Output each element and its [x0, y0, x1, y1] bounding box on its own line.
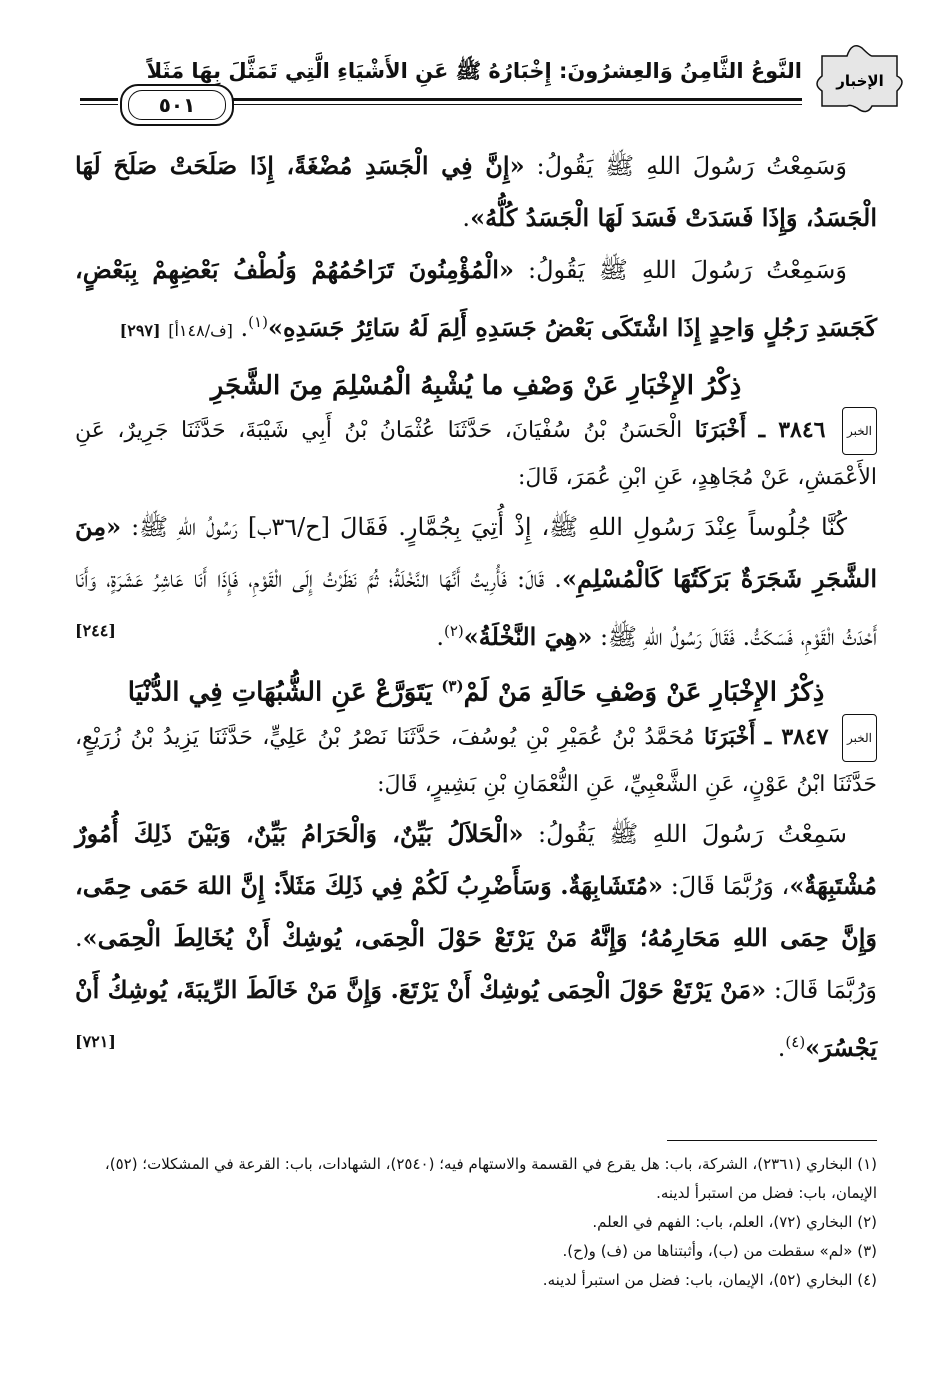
page-number: ٥٠١ [128, 90, 226, 120]
hadith-3847-text [75, 808, 877, 1074]
cross-ref-244: [٢٤٤] [75, 621, 116, 640]
p1-end: . [462, 204, 471, 232]
footnote-3: (٣) «لم» سقطت من (ب)، وأثبتناها من (ف) و(ح). [562, 1242, 877, 1260]
hadith-3846-isnad [75, 407, 877, 501]
header-rule [220, 98, 802, 101]
footnote-marker-2: (٢) [444, 622, 464, 640]
footnote-rule [667, 1140, 877, 1141]
footnote-marker-1: (١) [248, 313, 268, 331]
isnad-text: الْحَسَنُ بْنُ سُفْيَانَ، حَدَّثَنَا عُثْمَانُ بْنُ أَبِي شَيْبَةَ، حَدَّثَنَا جَرِيرٌ، عَنِ الأَعْمَشِ، عَنْ مُجَاهِدٍ، عَنِ ابْنِ عُمَرَ، قَالَ: [75, 418, 877, 490]
section-title-1: ذِكْرُ الإِخْبَارِ عَنْ وَصْفِ ما يُشْبِهُ الْمُسْلِمَ مِنَ الشَّجَرِ [210, 371, 742, 401]
header-rule-thin [220, 104, 802, 105]
cross-ref-721: [٧٢١] [75, 1031, 116, 1051]
akhbarana-word: أَخْبَرَنَا [694, 417, 747, 443]
akhbar-icon: الخبر [842, 407, 877, 455]
footnote-2: (٢) البخاري (٧٢)، العلم، باب: الفهم في العلم. [592, 1213, 877, 1231]
page-number-frame [120, 84, 234, 126]
h2-end: . [777, 1033, 786, 1062]
page-header [80, 36, 907, 116]
h2-text-c: . وَرُبَّمَا قَالَ: [75, 923, 877, 1004]
puzzle-label: الإخبار [836, 72, 884, 90]
h2-bold-a: «الْحَلاَلُ بَيِّنٌ، وَالْحَرَامُ بَيِّنٌ، وَبَيْنَ ذَلِكَ أُمُورٌ مُشْتَبِهَةٌ» [75, 818, 877, 900]
hadith-3846-text: كُنَّا جُلُوساً عِنْدَ رَسُولِ اللهِ ﷺ، إِذْ أُتِيَ بِجُمَّارٍ. فَقَالَ [ح/٣٦ب] رَسُولُ اللهِ ﷺ: «مِنَ الشَّجَرِ شَجَرَةٌ بَرَكَتُهَا كَالْمُسْلِمِ». قَالَ: فَأُرِيتُ أَنَّهَا النَّخْلَةُ؛ ثُمَّ نَظَرْتُ إِلَى الْقَوْمِ، فَإِذَا أَنَا عَاشِرُ عَشَرَةٍ، وَأَنَا أَحْدَثُ الْقَوْمِ، فَسَكَتُّ. فَقَالَ رَسُولُ اللهِ ﷺ: «هِيَ النَّخْلَةُ»$^{(٢)}$. [٢٤٤] [75, 501, 877, 663]
hadith-number: ٣٨٤٧ ـ [764, 723, 829, 750]
hadith-number: ٣٨٤٦ ـ [758, 417, 826, 443]
h1-bold-b: «هِيَ النَّخْلَةُ» [463, 622, 593, 651]
h2-bold-c: «مَنْ يَرْتَعْ حَوْلَ الْحِمَى يُوشِكْ أَنْ يَرْتَعَ. وَإِنَّ مَنْ خَالَطَ الرِّيبَةَ، يُوشِكُ أَنْ يَجْسُرَ» [75, 974, 877, 1062]
cross-ref-297: [٢٩٧] [119, 321, 161, 340]
footnote-4: (٤) البخاري (٥٢)، الإيمان، باب: فضل من استبرأ لدينه. [542, 1271, 877, 1289]
manuscript-ref: [ف/١٤٨أ] [168, 321, 233, 340]
h1-text-b: . قَالَ: فَأُرِيتُ أَنَّهَا النَّخْلَةُ؛ ثُمَّ نَظَرْتُ إِلَى الْقَوْمِ، فَإِذَا أَنَا عَاشِرُ عَشَرَةٍ، وَأَنَا أَحْدَثُ الْقَوْمِ، فَسَكَتُّ. فَقَالَ رَسُولُ اللهِ ﷺ: [75, 565, 877, 651]
h1-text-a: كُنَّا جُلُوساً عِنْدَ رَسُولِ اللهِ ﷺ، إِذْ أُتِيَ بِجُمَّارٍ. فَقَالَ [ح/٣٦ب] رَسُولُ اللهِ ﷺ: [121, 513, 848, 541]
isnad-text: مُحَمَّدُ بْنُ عُمَيْرِ بْنِ يُوسُفَ، حَدَّثَنَا نَصْرُ بْنُ عَلِيٍّ، حَدَّثَنَا يَزِيدُ بْنُ زُرَيْعٍ، حَدَّثَنَا ابْنُ عَوْنٍ، عَنِ الشَّعْبِيِّ، عَنِ النُّعْمَانِ بْنِ بَشِيرٍ، قَالَ: [75, 724, 877, 797]
paragraph-1 [75, 140, 877, 244]
h2-text-b: ، وَرُبَّمَا قَالَ: [662, 871, 790, 900]
running-title: النَّوعُ الثَّامِنُ وَالعِشرُونَ: إِخْبَارُهُ ﷺ عَنِ الأَشْيَاءِ الَّتِي تَمَثَّلَ بِهَا مَثَلاً [146, 59, 802, 83]
p1-intro: وَسَمِعْتُ رَسُولَ اللهِ ﷺ يَقُولُ: [524, 152, 847, 180]
header-rule-left [80, 98, 118, 101]
akhbarana-word: أَخْبَرَنَا [704, 723, 756, 750]
p2-hadith: «الْمُؤْمِنُونَ تَرَاحُمُهُمْ وَلُطْفُ بَعْضِهِمْ بِبَعْضٍ، كَجَسَدِ رَجُلٍ وَاحِدٍ إِذَا اشْتَكَى بَعْضُ جَسَدِهِ أَلِمَ لَهُ سَائِرُ جَسَدِهِ» [75, 255, 877, 342]
title2-a: ذِكْرُ الإِخْبَارِ عَنْ وَصْفِ حَالَةِ مَنْ لَمْ [463, 677, 825, 708]
akhbar-icon: الخبر [842, 714, 877, 762]
footnote-marker-4: (٤) [785, 1032, 806, 1051]
title2-b: يَتَوَرَّعْ عَنِ الشُّبُهَاتِ فِي الدُّنْيَا [127, 677, 442, 708]
p2-intro: وَسَمِعْتُ رَسُولَ اللهِ ﷺ يَقُولُ: [513, 256, 847, 284]
footnote-marker-3: (٣) [441, 677, 464, 695]
section-title-2 [75, 677, 877, 708]
footnotes [60, 1150, 877, 1295]
h2-text-a: سَمِعْتُ رَسُولَ اللهِ ﷺ يَقُولُ: [523, 819, 848, 848]
paragraph-2: وَسَمِعْتُ رَسُولَ اللهِ ﷺ يَقُولُ: «الْمُؤْمِنُونَ تَرَاحُمُهُمْ وَلُطْفُ بَعْضِهِمْ بِبَعْضٍ، كَجَسَدِ رَجُلٍ وَاحِدٍ إِذَا اشْتَكَى بَعْضُ جَسَدِهِ أَلِمَ لَهُ سَائِرُ جَسَدِهِ»$^{(١)}$. [ف/١٤٨أ] [٢٩٧] [75, 255, 877, 342]
h2-bold-b: «مُتَشَابِهَةٌ. وَسَأَضْرِبُ لَكُمْ فِي ذَلِكَ مَثَلاً: إِنَّ اللهَ حَمَى حِمًى، وَإِنَّ حِمَى اللهِ مَحَارِمُهُ؛ وَإِنَّهُ مَنْ يَرْتَعْ حَوْلَ الْحِمَى، يُوشِكْ أَنْ يُخَالِطَ الْحِمَى» [75, 870, 877, 952]
header-rule-left-thin [80, 104, 118, 105]
footnote-1: (١) البخاري (٢٣٦١)، الشركة، باب: هل يقرع في القسمة والاستهام فيه؛ (٢٥٤٠)، الشهادات، باب: القرعة في المشكلات؛ (٥٢)، الإيمان، باب: فضل من استبرأ لدينه. [104, 1155, 877, 1202]
h1-bold-a: «مِنَ الشَّجَرِ شَجَرَةٌ بَرَكَتُهَا كَالْمُسْلِمِ» [75, 512, 878, 593]
main-text [75, 140, 877, 1074]
hadith-3847-isnad [75, 714, 877, 808]
p1-hadith: «إِنَّ فِي الْجَسَدِ مُضْغَةً، إِذَا صَلَحَتْ صَلَحَ لَهَا الْجَسَدُ، وَإِذَا فَسَدَتْ فَسَدَ لَهَا الْجَسَدُ كُلُّهُ» [75, 151, 877, 232]
puzzle-piece-icon [812, 36, 907, 116]
